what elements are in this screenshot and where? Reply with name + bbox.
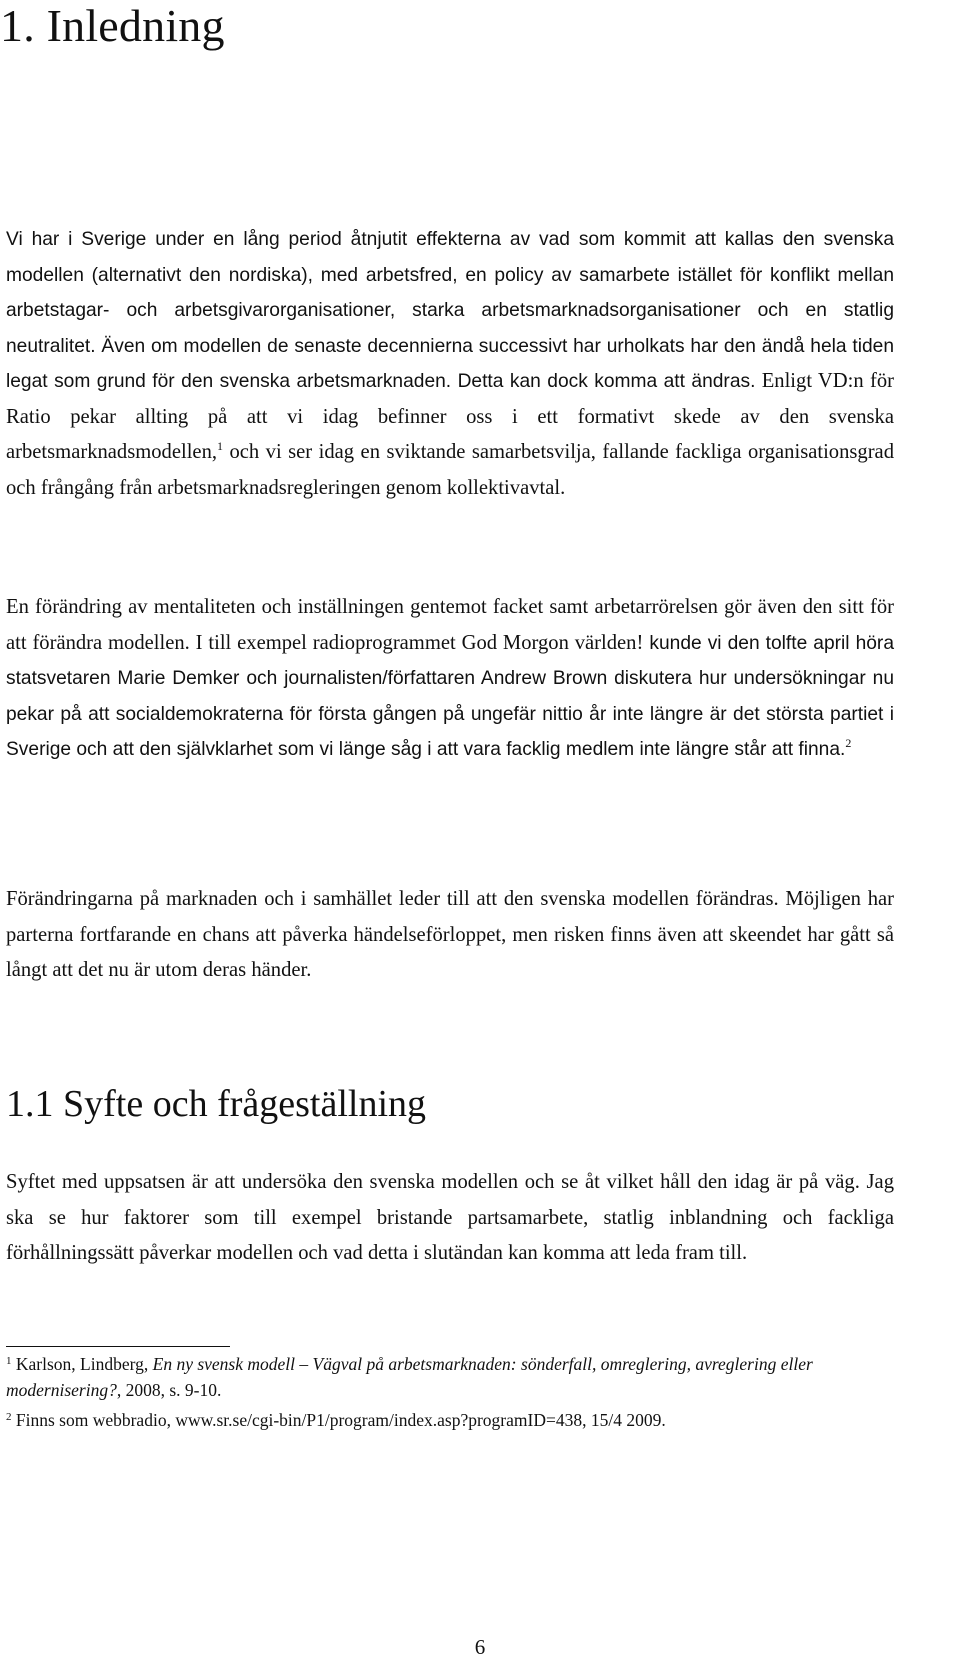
purpose-paragraph: Syftet med uppsatsen är att undersöka den svenska modellen och se åt vilket håll den idag är på väg. Jag ska se hur faktorer som till exempel bristande partsamarbete, statlig inblandning och fackliga förhållningssätt påverkar modellen och vad detta i slutändan kan komma att leda fram till. xyxy=(6,1171,894,1264)
footnote-2 xyxy=(6,1407,906,1433)
page-number: 6 xyxy=(474,1635,486,1659)
footnote-number: 1 xyxy=(6,1355,12,1367)
intro-paragraph-2 xyxy=(6,590,894,768)
paragraph-text-serif: En förändring av mentaliteten och inställningen gentemot facket samt arbetarrörelsen gör även den sitt för att förändra modellen. I till exempel radioprogrammet God Morgon världen! xyxy=(6,596,894,654)
footnote-details: , 2008, s. 9-10. xyxy=(116,1380,222,1400)
section-heading: 1.1 Syfte och frågeställning xyxy=(6,1083,427,1125)
footnote-1 xyxy=(6,1351,906,1403)
intro-paragraph-1 xyxy=(6,222,894,506)
paragraph-text-sans: kunde vi den tolfte april höra statsvetaren Marie Demker och journalisten/författaren Andrew Brown diskutera hur undersökningar nu pekar på att socialdemokraterna för första gången på ungefär nittio år inte längre är det största partiet i Sverige och att den självklarhet som vi länge såg i att vara facklig medlem inte längre står att finna. xyxy=(6,632,894,760)
footnote-ref-2[interactable]: 2 xyxy=(845,736,852,750)
chapter-heading: 1. Inledning xyxy=(0,0,225,51)
footnote-text: Finns som webbradio, www.sr.se/cgi-bin/P1/program/index.asp?programID=438, 15/4 2009. xyxy=(11,1410,666,1430)
footnote-number: 2 xyxy=(6,1411,12,1423)
intro-paragraph-3: Förändringarna på marknaden och i samhället leder till att den svenska modellen förändras. Möjligen har parterna fortfarande en chans att påverka händelseförloppet, men risken finns även att skeendet har gått så långt att det nu är utom deras händer. xyxy=(6,888,894,981)
paragraph-text-serif-cont: och vi ser idag en sviktande samarbetsvilja, fallande fackliga organisationsgrad och frångång från arbetsmarknadsregleringen genom kollektivavtal. xyxy=(6,441,894,499)
footnote-separator xyxy=(6,1346,230,1347)
paragraph-text-sans: Vi har i Sverige under en lång period åtnjutit effekterna av vad som kommit att kallas den svenska modellen (alternativt den nordiska), med arbetsfred, en policy av samarbete istället för konflikt mellan arbetstagar- och arbetsgivarorganisationer, starka arbetsmarknadsorganisationer och en statlig neutralitet. Även om modellen de senaste decennierna successivt har urholkats har den ändå hela tiden legat som grund för den svenska arbetsmarknaden. Detta kan dock komma att ändras. xyxy=(6,229,894,392)
footnote-ref-1[interactable]: 1 xyxy=(217,439,224,453)
footnote-book-title: En ny svensk modell – Vägval på arbetsmarknaden: sönderfall, omreglering, avreglering eller modernisering? xyxy=(6,1354,813,1400)
footnote-authors: Karlson, Lindberg, xyxy=(11,1354,153,1374)
paragraph-text-serif: Enligt VD:n för Ratio pekar allting på att vi idag befinner oss i ett formativt skede av den svenska arbetsmarknadsmodellen, xyxy=(6,370,894,463)
